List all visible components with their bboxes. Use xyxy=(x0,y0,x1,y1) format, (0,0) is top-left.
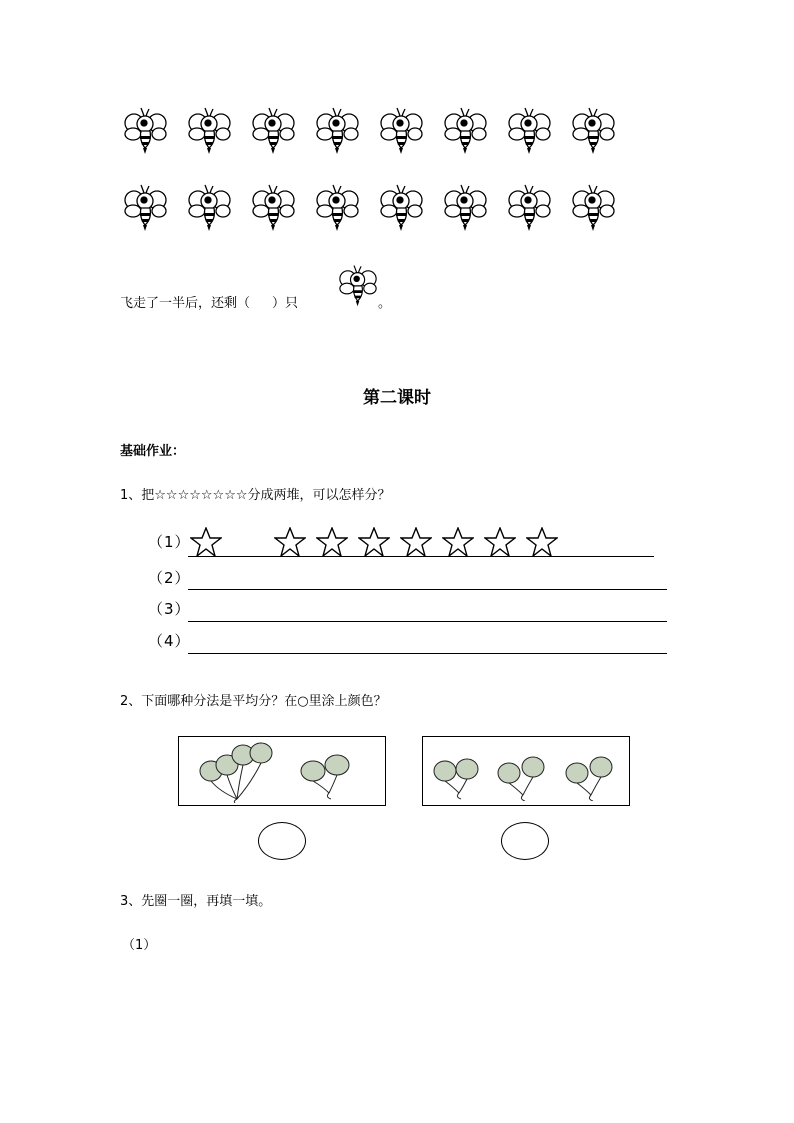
bee-icon xyxy=(123,181,168,233)
balloon-group-a xyxy=(178,736,386,806)
bee-icon xyxy=(315,181,360,233)
option-label-1: （1） xyxy=(148,533,191,551)
star-icon xyxy=(526,527,558,557)
q2-text: 2、下面哪种分法是平均分？在○里涂上颜色？ xyxy=(120,694,387,709)
bee-icon xyxy=(443,181,488,233)
balloon-pair-icon xyxy=(431,751,487,801)
bee-icon xyxy=(571,104,616,156)
bee-icon xyxy=(315,104,360,156)
bee-icon xyxy=(251,104,296,156)
star-icon xyxy=(190,527,222,557)
bee-icon xyxy=(251,181,296,233)
bee-question xyxy=(120,292,298,311)
bee-icon xyxy=(379,104,424,156)
bee-row-2 xyxy=(123,181,616,233)
bee-question-after: 。 xyxy=(378,296,392,311)
option-label-4: （4） xyxy=(148,632,191,650)
balloon-pair-icon xyxy=(495,751,551,801)
bee-icon xyxy=(187,181,232,233)
star-icon xyxy=(400,527,432,557)
lesson-title: 第二课时 xyxy=(363,388,431,408)
balloon-bunch-icon xyxy=(197,739,277,803)
bee-question-before: 飞走了一半后，还剩（ xyxy=(120,296,251,311)
star-icon xyxy=(484,527,516,557)
bee-icon xyxy=(507,104,552,156)
section-heading: 基础作业： xyxy=(120,444,186,459)
answer-line-2[interactable] xyxy=(188,589,667,590)
bee-row-1 xyxy=(123,104,616,156)
q3-sub-label: （1） xyxy=(122,938,157,953)
balloon-pair-icon xyxy=(299,749,355,801)
option-label-3: （3） xyxy=(148,600,191,618)
star-icon xyxy=(442,527,474,557)
balloon-group-b xyxy=(422,736,630,806)
star-icon xyxy=(358,527,390,557)
bee-icon xyxy=(379,181,424,233)
answer-circle-a[interactable] xyxy=(258,822,306,860)
bee-icon xyxy=(507,181,552,233)
answer-line-3[interactable] xyxy=(188,621,667,622)
bee-icon xyxy=(443,104,488,156)
star-icon xyxy=(274,527,306,557)
bee-icon xyxy=(571,181,616,233)
answer-circle-b[interactable] xyxy=(501,822,549,860)
q1-text: 1、把☆☆☆☆☆☆☆☆分成两堆，可以怎样分？ xyxy=(120,488,391,503)
bee-icon xyxy=(123,104,168,156)
bee-question-middle: ）只 xyxy=(272,296,299,311)
balloon-pair-icon xyxy=(563,751,619,801)
bee-icon xyxy=(338,262,378,308)
option-label-2: （2） xyxy=(148,569,191,587)
q3-text: 3、先圈一圈，再填一填。 xyxy=(120,894,272,909)
star-icon xyxy=(316,527,348,557)
bee-icon xyxy=(187,104,232,156)
answer-line-4[interactable] xyxy=(188,653,667,654)
